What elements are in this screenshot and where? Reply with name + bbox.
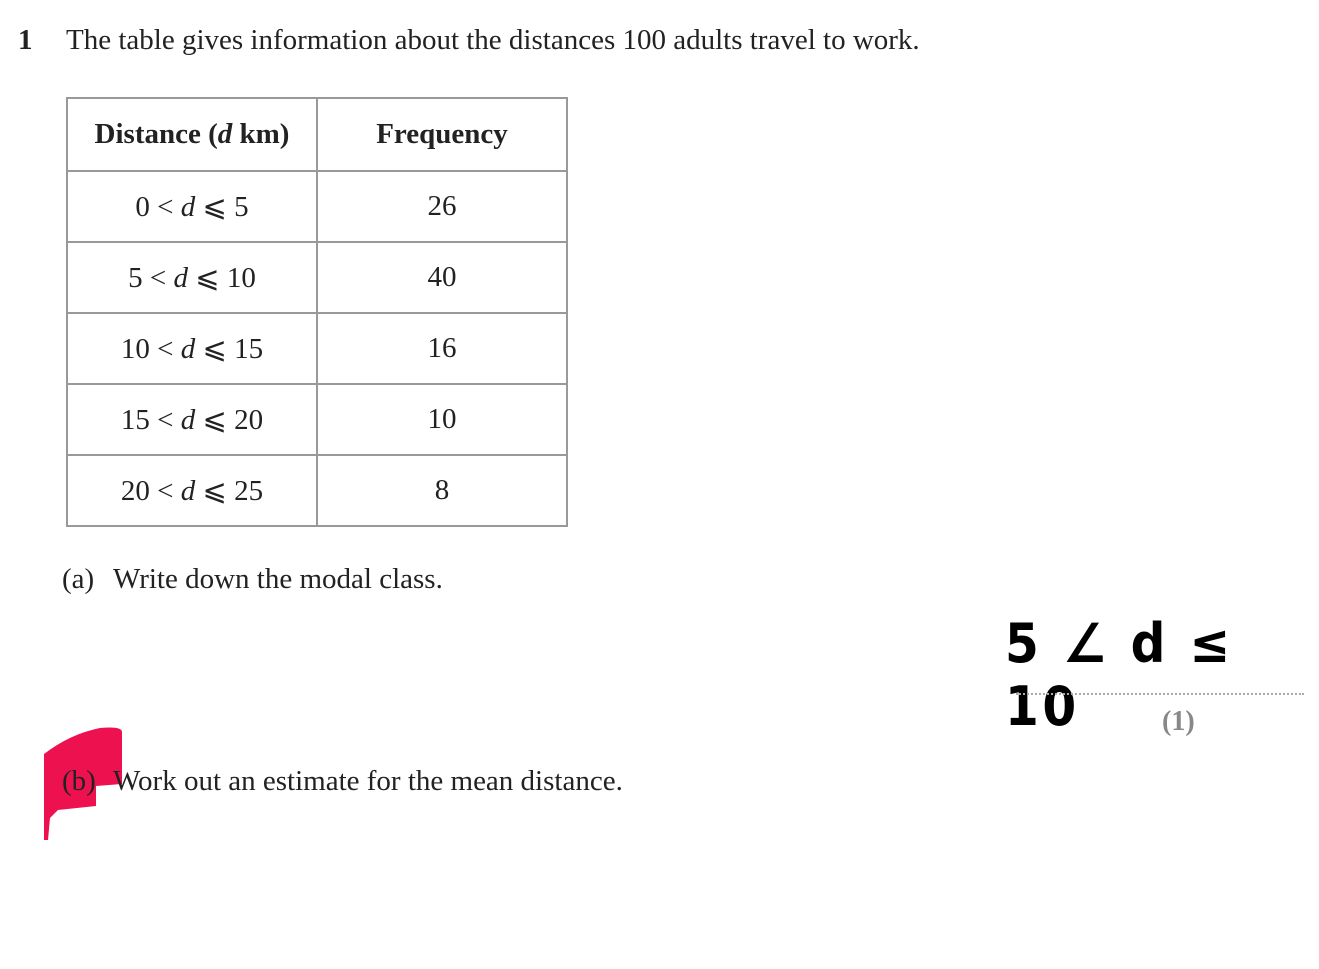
question-number: 1 bbox=[18, 24, 33, 56]
part-b-text: Work out an estimate for the mean distance. bbox=[113, 765, 623, 797]
distance-cell: 10 < d ⩽ 15 bbox=[67, 313, 317, 384]
part-b-label: (b) bbox=[62, 765, 96, 797]
distance-cell: 0 < d ⩽ 5 bbox=[67, 171, 317, 242]
header-distance: Distance (d km) bbox=[67, 98, 317, 171]
table-header-row bbox=[67, 98, 567, 171]
frequency-cell: 40 bbox=[317, 242, 567, 313]
frequency-cell: 16 bbox=[317, 313, 567, 384]
header-frequency: Frequency bbox=[317, 98, 567, 171]
part-a-text: Write down the modal class. bbox=[113, 563, 443, 595]
answer-line bbox=[1016, 693, 1304, 695]
table-row bbox=[67, 313, 567, 384]
part-a bbox=[62, 563, 443, 596]
distance-cell: 5 < d ⩽ 10 bbox=[67, 242, 317, 313]
table-row bbox=[67, 242, 567, 313]
frequency-cell: 10 bbox=[317, 384, 567, 455]
part-b bbox=[62, 765, 623, 798]
table-row bbox=[67, 455, 567, 526]
distance-cell: 15 < d ⩽ 20 bbox=[67, 384, 317, 455]
distance-cell: 20 < d ⩽ 25 bbox=[67, 455, 317, 526]
question-text: The table gives information about the distances 100 adults travel to work. bbox=[66, 24, 920, 56]
frequency-cell: 8 bbox=[317, 455, 567, 526]
handwritten-answer: 5 ∠ d ≤ 10 bbox=[1005, 612, 1234, 738]
table-row bbox=[67, 384, 567, 455]
marks-label: (1) bbox=[1162, 706, 1195, 737]
part-a-label: (a) bbox=[62, 563, 95, 595]
frequency-cell: 26 bbox=[317, 171, 567, 242]
distance-frequency-table bbox=[66, 97, 568, 527]
table-row bbox=[67, 171, 567, 242]
